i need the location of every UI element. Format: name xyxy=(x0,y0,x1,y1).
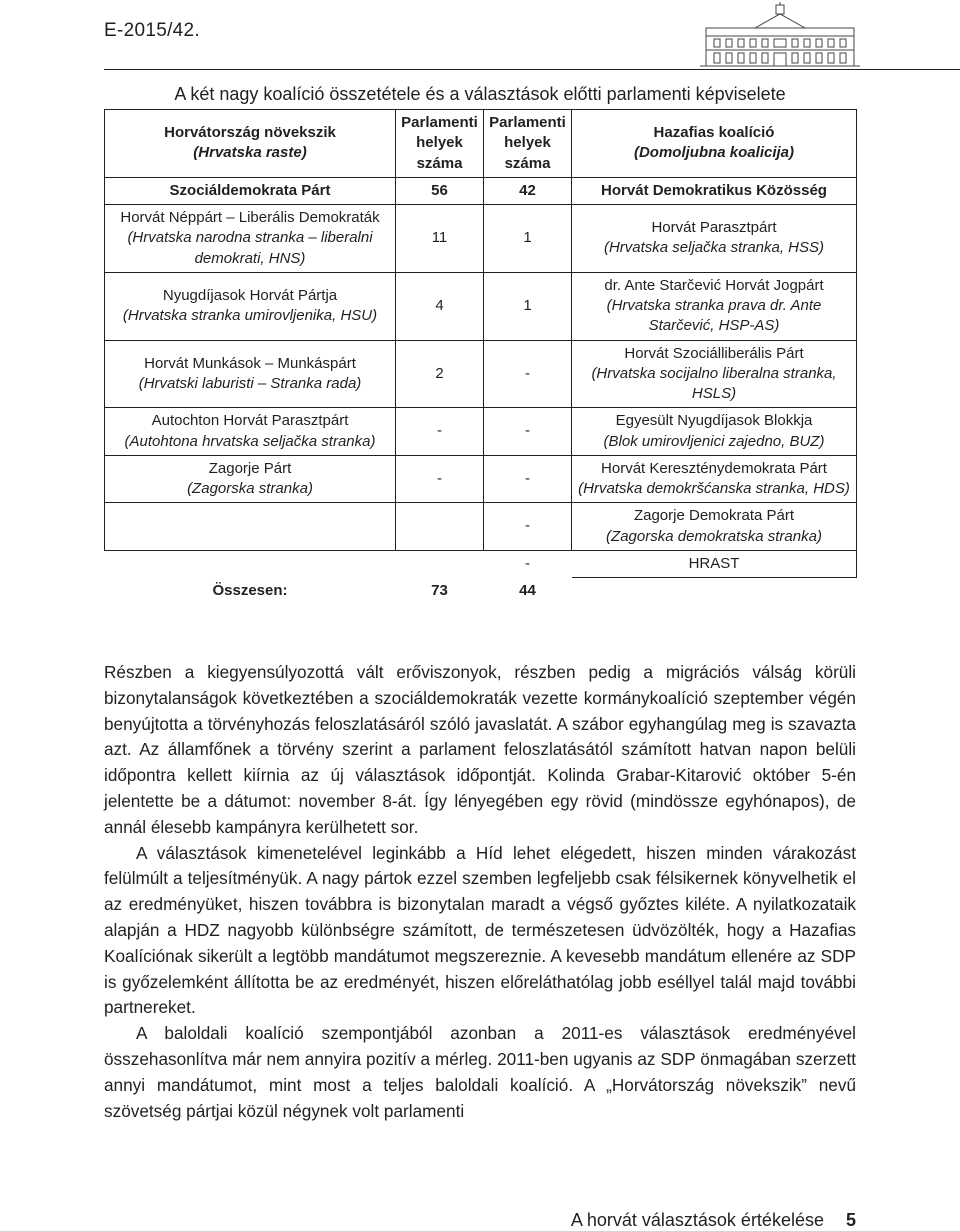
right-party: Horvát Demokratikus Közösség xyxy=(572,177,857,204)
total-label: Összesen: xyxy=(212,582,288,599)
left-party: Nyugdíjasok Horvát Pártja (Hrvatska stranka umirovljenika, HSU) xyxy=(105,272,396,340)
paragraph: Részben a kiegyensúlyozottá vált erőviszonyok, részben pedig a migrációs válság körüli bizonytalanságok következtében a szociáldemokraták vezette kormánykoalíció szeptember végén benyújtotta a törvényhozás feloszlatásáról szóló javaslatát. A szábor egyhangúlag meg is szavazta azt. Az államfőnek a törvény szerint a parlament feloszlatásától számított hatvan napon belüli időpontra kellett kiírnia az új választások időpontját. Kolinda Grabar-Kitarović október 5-én jelentette be a dátumot: november 8-át. Így lényegében egy rövid (mindössze egyhónapos), de annál élesebb kampányra kerülhetett sor. xyxy=(104,662,856,837)
left-seats: 4 xyxy=(396,272,484,340)
right-seats-header: Parlamenti helyek száma xyxy=(484,110,572,178)
left-seats xyxy=(396,503,484,551)
right-party: HRAST xyxy=(572,550,857,577)
left-party: Zagorje Párt (Zagorska stranka) xyxy=(105,455,396,503)
table-row xyxy=(105,408,857,456)
right-seats: 1 xyxy=(484,205,572,273)
left-seats: - xyxy=(396,408,484,456)
coalition-table xyxy=(104,109,857,605)
right-seats: - xyxy=(484,408,572,456)
issue-number: E-2015/42. xyxy=(104,20,200,41)
table-header-row xyxy=(105,110,857,178)
left-seats: 11 xyxy=(396,205,484,273)
right-party: Horvát Szociálliberális Párt (Hrvatska socijalno liberalna stranka, HSLS) xyxy=(572,340,857,408)
left-party xyxy=(105,550,396,577)
article-body xyxy=(104,660,856,1124)
right-party: Horvát Parasztpárt (Hrvatska seljačka stranka, HSS) xyxy=(572,205,857,273)
left-party: Autochton Horvát Parasztpárt (Autohtona hrvatska seljačka stranka) xyxy=(105,408,396,456)
left-seats: 56 xyxy=(396,177,484,204)
right-coalition-header: Hazafias koalíció (Domoljubna koalicija) xyxy=(572,110,857,178)
total-row xyxy=(105,578,857,605)
left-party xyxy=(105,503,396,551)
footer-title: A horvát választások értékelése xyxy=(570,1210,824,1230)
table-row xyxy=(105,272,857,340)
page-number: 5 xyxy=(845,1210,856,1230)
total-empty xyxy=(572,578,857,605)
left-party: Szociáldemokrata Párt xyxy=(105,177,396,204)
left-seats xyxy=(396,550,484,577)
right-seats: - xyxy=(484,455,572,503)
left-seats: - xyxy=(396,455,484,503)
right-seats: 42 xyxy=(484,177,572,204)
right-seats: 1 xyxy=(484,272,572,340)
left-seats-header: Parlamenti helyek száma xyxy=(396,110,484,178)
right-seats: - xyxy=(525,554,530,572)
table-row xyxy=(105,503,857,551)
paragraph: A választások kimenetelével leginkább a Híd lehet elégedett, hiszen minden várakozást felülmúlt a teljesítményük. A nagy pártok ezzel szemben legfeljebb csak félsikernek könyvelhetik el az eredményüket, hiszen továbbra is bizonytalan maradt a végső győztes kiléte. A nyilatkozataik alapján a HDZ nagyobb különbségre számított, de természetesen üdvözölték, hogy a Hazafias Koalíciónak sikerült a legtöbb mandátumot megszereznie. A kevesebb mandátum ellenére az SDP is győzelemként állította be az eredményét, hiszen előreláthatólag jobb eséllyel talál majd további partnereket. xyxy=(104,842,856,1018)
table-title: A két nagy koalíció összetétele és a választások előtti parlamenti képviselete xyxy=(174,84,786,104)
page-footer xyxy=(104,1210,856,1231)
right-party: Zagorje Demokrata Párt (Zagorska demokratska stranka) xyxy=(572,503,857,551)
table-row xyxy=(105,340,857,408)
total-left-seats: 73 xyxy=(431,582,448,599)
left-party: Horvát Néppárt – Liberális Demokraták (Hrvatska narodna stranka – liberalni demokrati, HNS) xyxy=(105,205,396,273)
right-party: Egyesült Nyugdíjasok Blokkja (Blok umirovljenici zajedno, BUZ) xyxy=(572,408,857,456)
header-rule xyxy=(104,69,960,70)
paragraph: A baloldali koalíció szempontjából azonban a 2011-es választások eredményével összehasonlítva már nem annyira pozitív a mérleg. 2011-ben ugyanis az SDP önmagában szerzett annyi mandátumot, mint most a teljes baloldali koalíció. A „Horvátország növekszik” nevű szövetség pártjai közül négynek volt parlamenti xyxy=(104,1023,856,1121)
total-right-seats: 44 xyxy=(519,582,536,599)
left-coalition-header: Horvátország növekszik (Hrvatska raste) xyxy=(105,110,396,178)
parliament-building-icon xyxy=(700,2,860,68)
right-party: dr. Ante Starčević Horvát Jogpárt (Hrvatska stranka prava dr. Ante Starčević, HSP-AS) xyxy=(572,272,857,340)
table-row xyxy=(105,550,857,577)
table-row xyxy=(105,177,857,204)
right-party: Horvát Kereszténydemokrata Párt (Hrvatska demokršćanska stranka, HDS) xyxy=(572,455,857,503)
table-row xyxy=(105,205,857,273)
left-party: Horvát Munkások – Munkáspárt (Hrvatski laburisti – Stranka rada) xyxy=(105,340,396,408)
right-seats: - xyxy=(484,340,572,408)
table-row xyxy=(105,455,857,503)
right-seats: - xyxy=(484,503,572,551)
left-seats: 2 xyxy=(396,340,484,408)
